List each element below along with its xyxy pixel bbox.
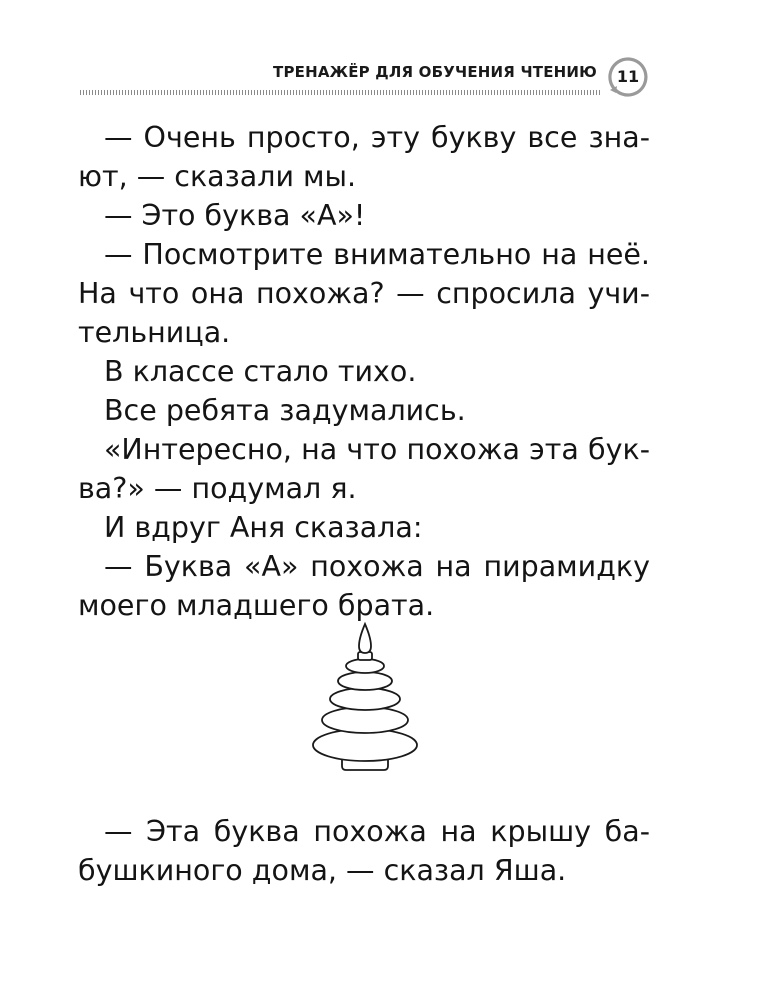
text-line: — Это буква «А»!	[104, 199, 366, 232]
text-line: — Очень просто, эту букву все зна-	[104, 121, 650, 154]
text-line: ют, — сказали мы.	[78, 160, 357, 193]
text-line: — Буква «А» похожа на пирамидку	[104, 550, 650, 583]
toy-pyramid-icon	[305, 618, 425, 778]
text-line: моего младшего брата.	[78, 589, 435, 622]
text-line: — Посмотрите внимательно на неё.	[104, 238, 650, 271]
text-line: Все ребята задумались.	[104, 394, 466, 427]
header-rule	[80, 90, 600, 95]
text-line: «Интересно, на что похожа эта бук-	[104, 433, 650, 466]
page-header	[0, 0, 759, 110]
text-block-1	[78, 118, 650, 625]
text-line: — Эта буква похожа на крышу ба-	[104, 815, 650, 848]
text-line: На что она похожа? — спросила учи-	[78, 277, 650, 310]
text-line: В классе стало тихо.	[104, 355, 417, 388]
text-line: И вдруг Аня сказала:	[104, 511, 423, 544]
text-line: бушкиного дома, — сказал Яша.	[78, 854, 567, 887]
text-block-2	[78, 812, 650, 890]
page-number: 11	[616, 67, 640, 86]
text-line: тельница.	[78, 316, 231, 349]
page-number-badge	[606, 55, 650, 99]
running-title: ТРЕНАЖЁР ДЛЯ ОБУЧЕНИЯ ЧТЕНИЮ	[273, 63, 597, 81]
text-line: ва?» — подумал я.	[78, 472, 357, 505]
